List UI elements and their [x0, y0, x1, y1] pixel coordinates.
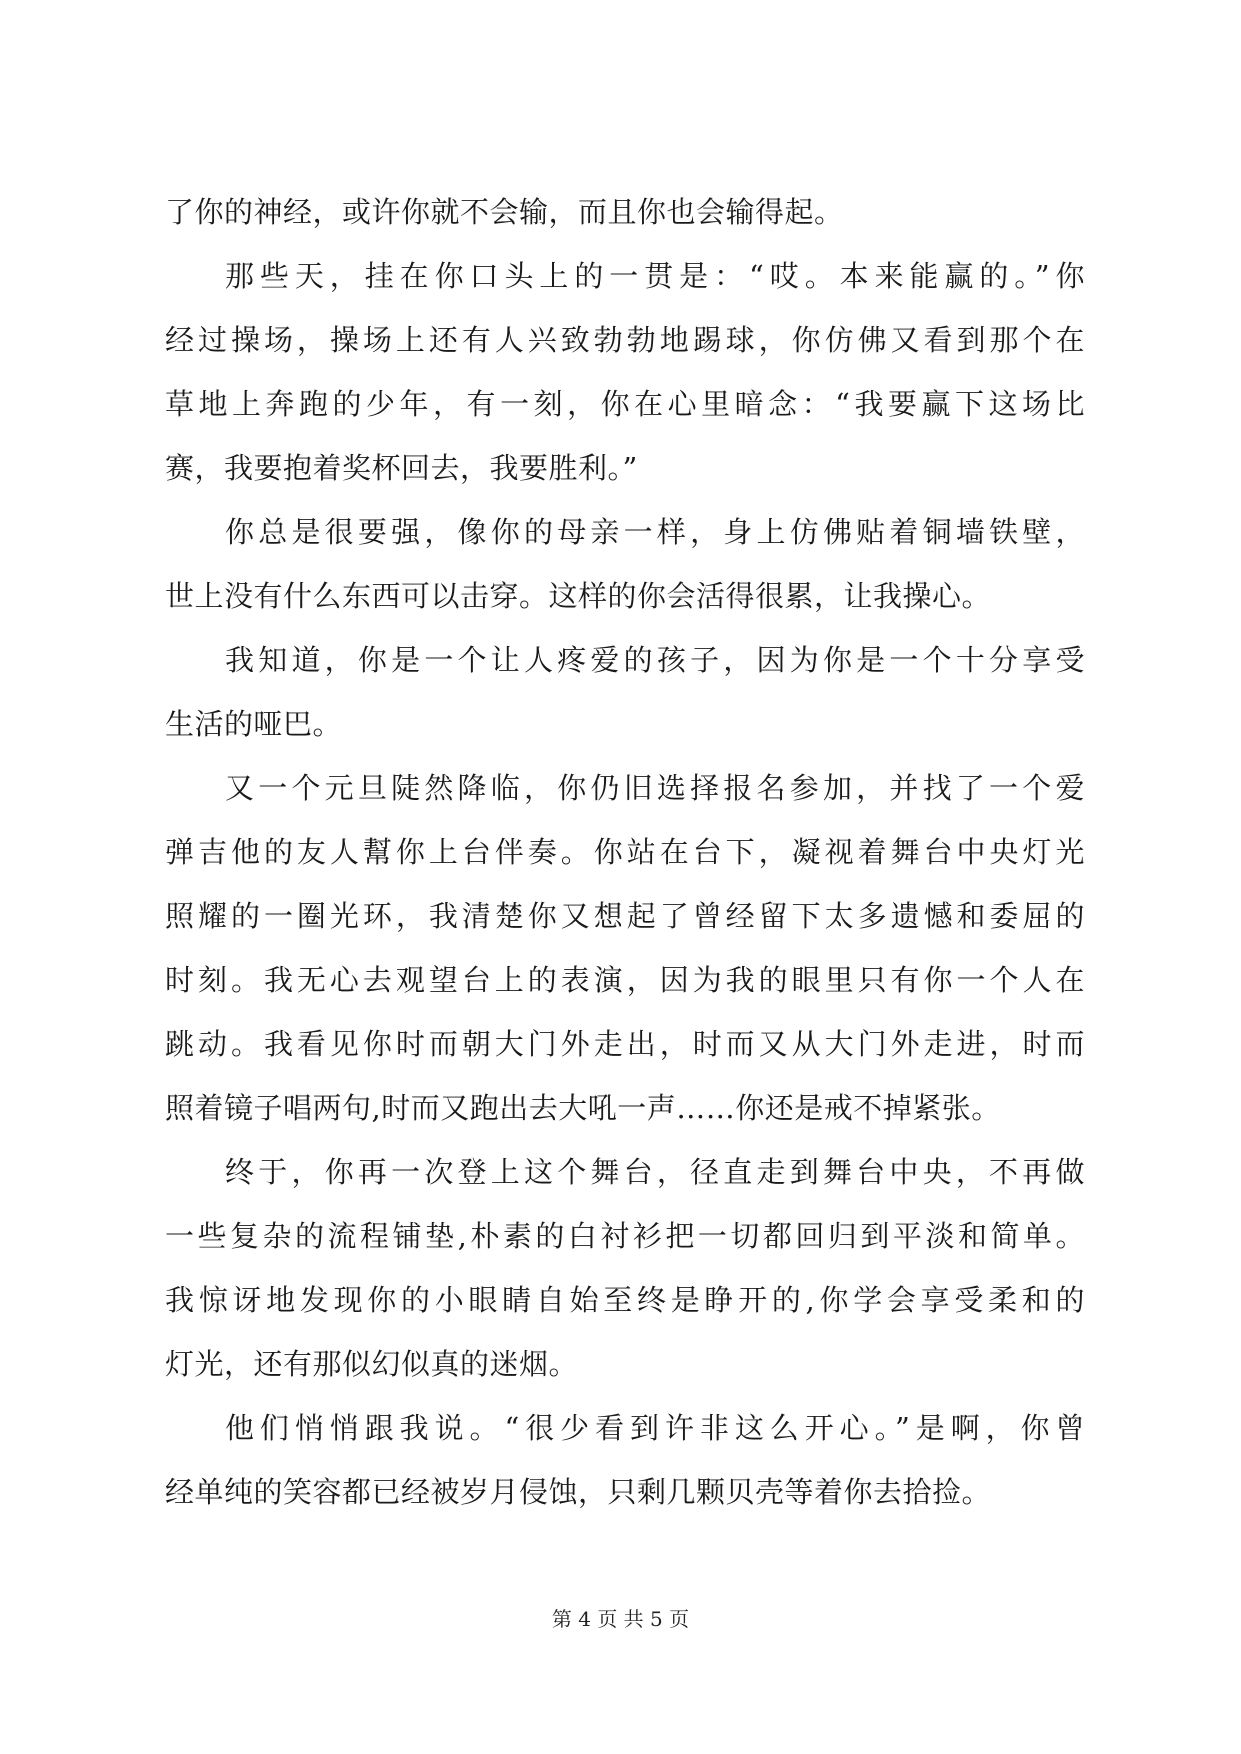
text-line: 灯光，还有那似幻似真的迷烟。	[165, 1347, 579, 1381]
text-line: 照耀的一圈光环，我清楚你又想起了曾经留下太多遗憾和委屈的	[165, 899, 1085, 933]
page-footer: 第 4 页 共 5 页	[551, 1607, 690, 1631]
text-line: 我惊讶地发现你的小眼睛自始至终是睁开的,你学会享受柔和的	[165, 1283, 1085, 1317]
document-body	[165, 196, 1085, 1540]
text-line: 跳动。我看见你时而朝大门外走出，时而又从大门外走进，时而	[165, 1027, 1085, 1061]
text-line: 又一个元旦陡然降临，你仍旧选择报名参加，并找了一个爱	[225, 771, 1085, 805]
text-line: 世上没有什么东西可以击穿。这样的你会活得很累，让我操心。	[165, 579, 992, 613]
text-line: 了你的神经，或许你就不会输，而且你也会输得起。	[165, 195, 844, 229]
text-line: 你总是很要强，像你的母亲一样，身上仿佛贴着铜墙铁壁，	[225, 515, 1085, 549]
text-line: 经单纯的笑容都已经被岁月侵蚀，只剩几颗贝壳等着你去拾捡。	[165, 1475, 992, 1509]
text-line: 弹吉他的友人幫你上台伴奏。你站在台下，凝视着舞台中央灯光	[165, 835, 1085, 869]
text-line: 生活的哑巴。	[165, 707, 343, 741]
text-line: 我知道，你是一个让人疼爱的孩子，因为你是一个十分享受	[225, 643, 1085, 677]
text-line: 赛，我要抱着奖杯回去，我要胜利。”	[165, 451, 638, 485]
text-line: 那些天，挂在你口头上的一贯是：“哎。本来能赢的。”你	[225, 259, 1085, 293]
text-line: 时刻。我无心去观望台上的表演，因为我的眼里只有你一个人在	[165, 963, 1085, 997]
text-line: 照着镜子唱两句,时而又跑出去大吼一声……你还是戒不掉紧张。	[165, 1091, 1001, 1125]
text-line: 他们悄悄跟我说。“很少看到许非这么开心。”是啊，你曾	[225, 1411, 1085, 1445]
text-line: 终于，你再一次登上这个舞台，径直走到舞台中央，不再做	[225, 1155, 1085, 1189]
text-line: 草地上奔跑的少年，有一刻，你在心里暗念：“我要赢下这场比	[165, 387, 1085, 421]
text-line: 经过操场，操场上还有人兴致勃勃地踢球，你仿佛又看到那个在	[165, 323, 1085, 357]
text-line: 一些复杂的流程铺垫,朴素的白衬衫把一切都回归到平淡和简单。	[165, 1219, 1085, 1253]
